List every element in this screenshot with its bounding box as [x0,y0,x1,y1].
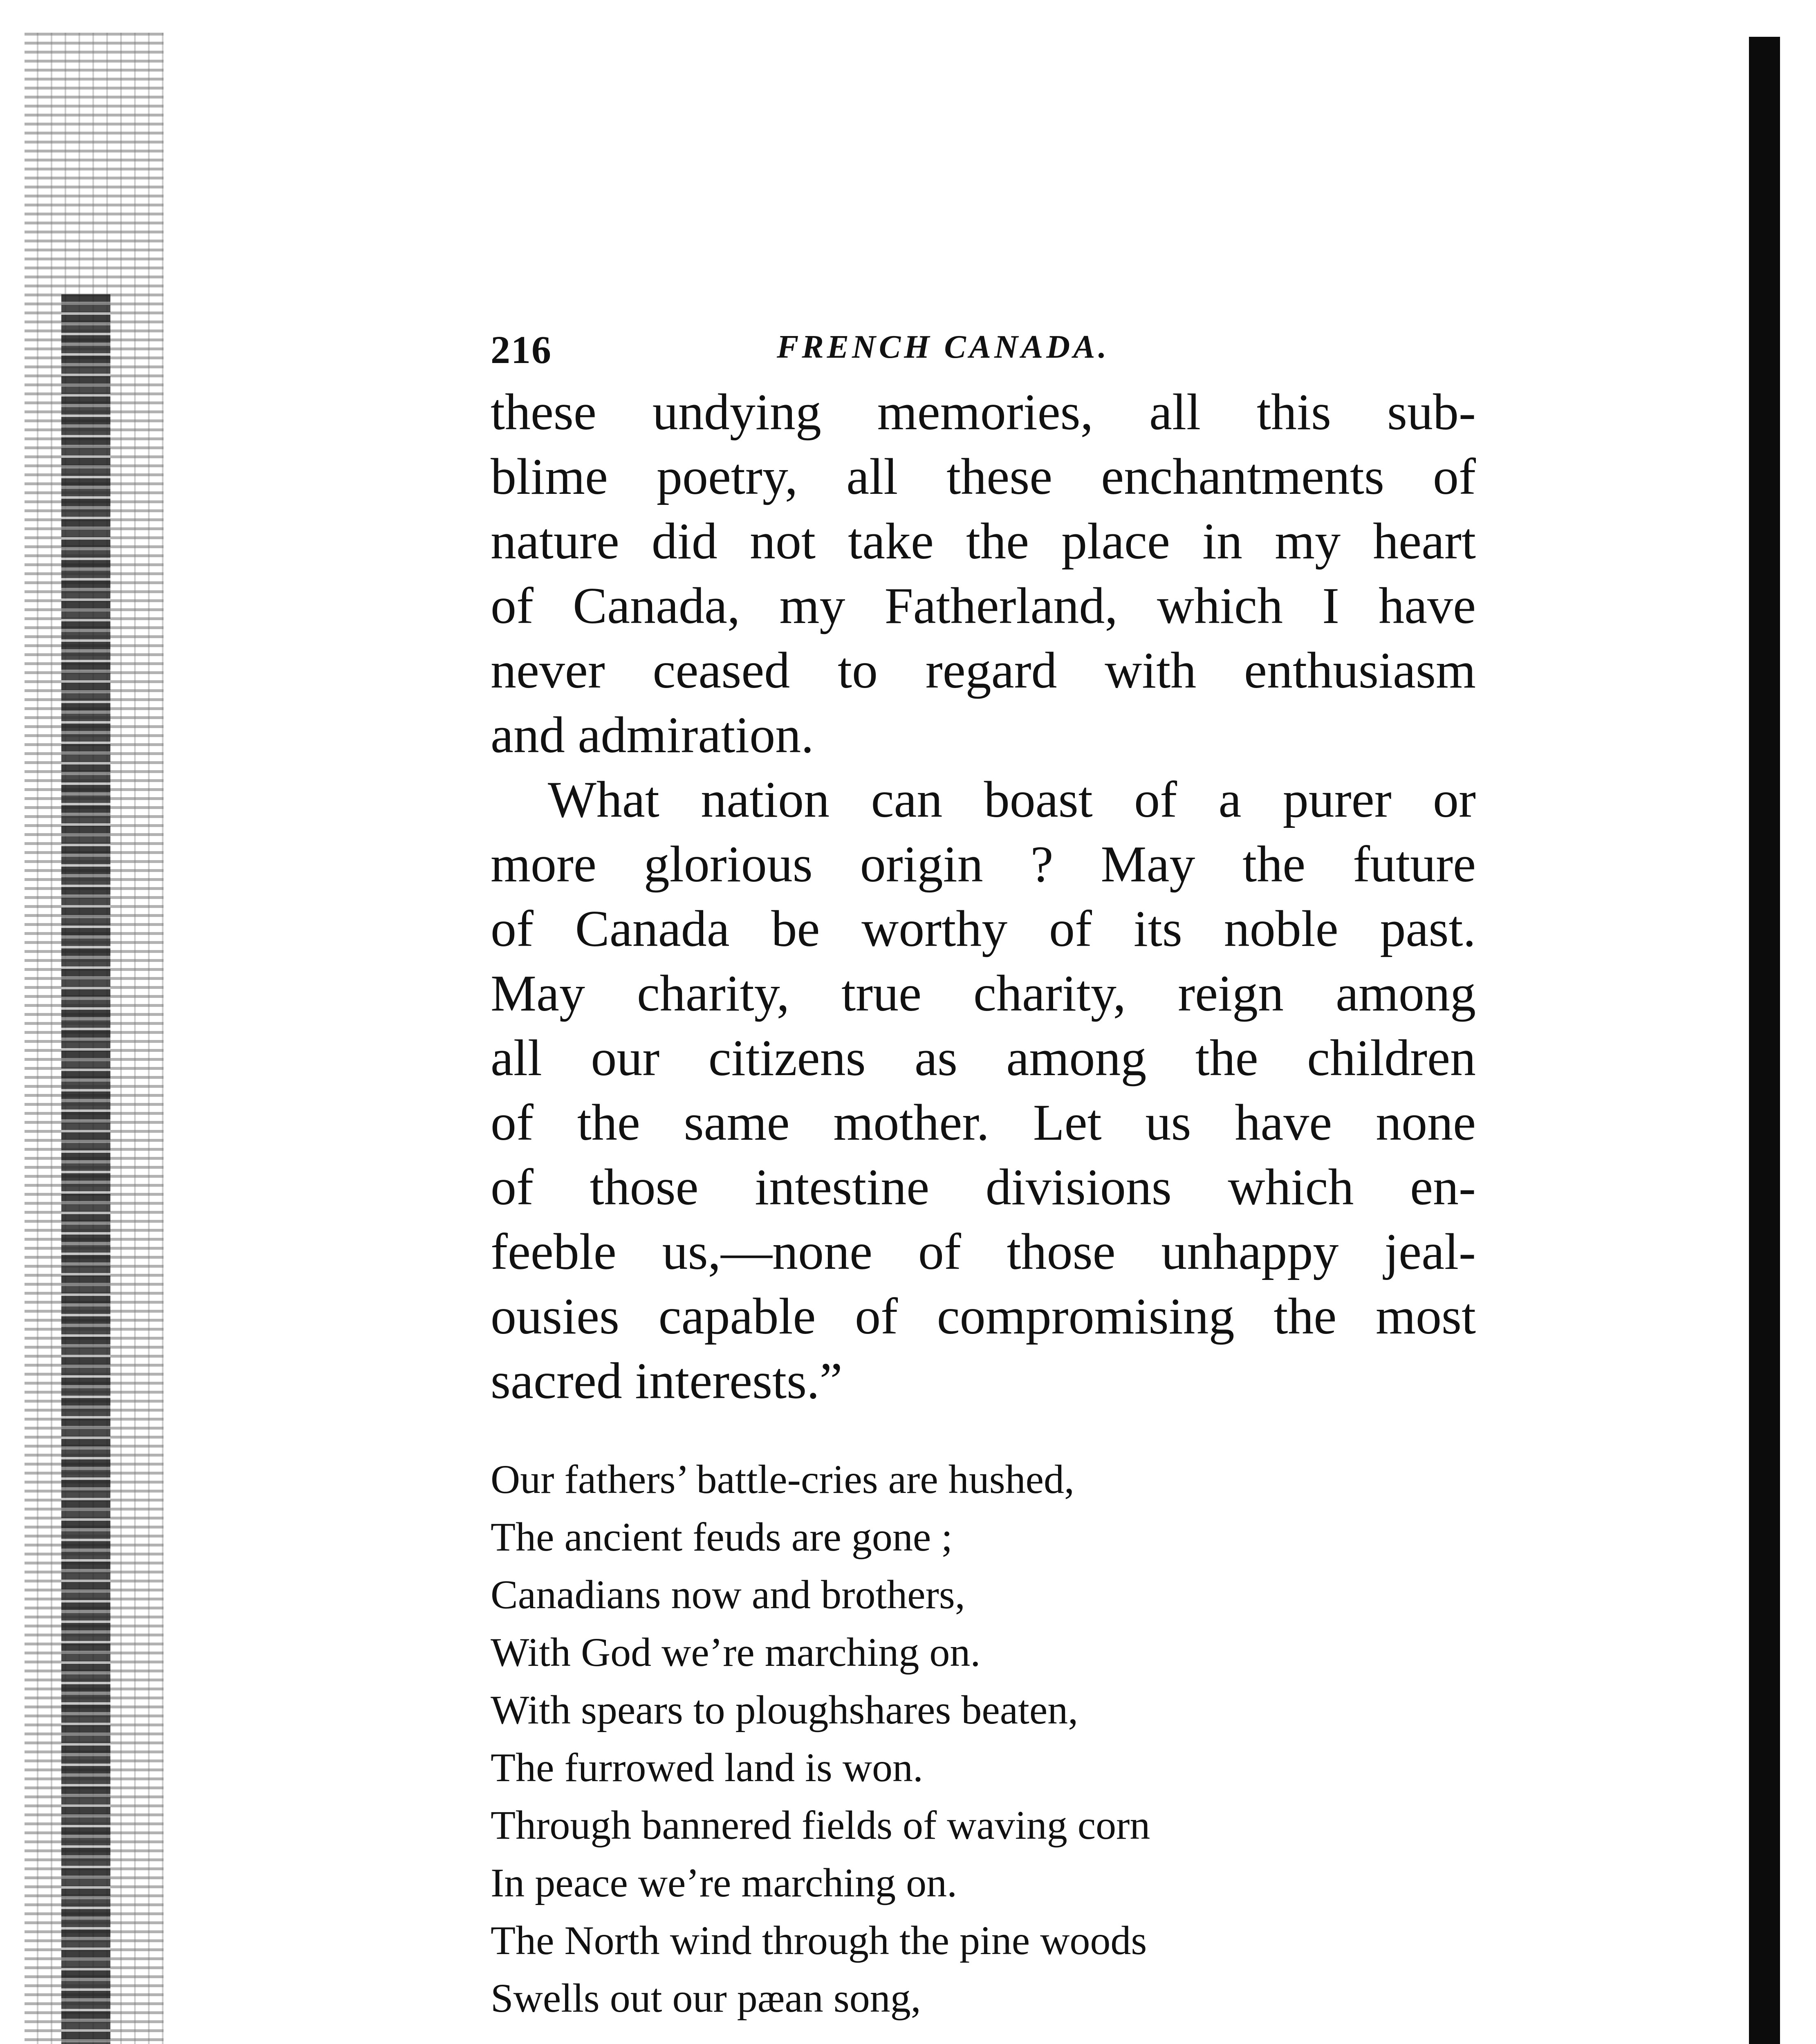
poem-line: With spears to ploughshares beaten, [491,1687,1078,1732]
paragraph-line: ousies capable of compromising the most [491,1288,1476,1345]
paragraph-1 [491,380,1476,768]
paragraph-line: of those intestine divisions which en- [491,1159,1476,1216]
paragraph-2 [491,768,1476,1414]
running-head [491,327,1476,380]
page-text [491,327,1476,2027]
poem-line: The North wind through the pine woods [491,1918,1147,1963]
paragraph-line: What nation can boast of a purer or [548,771,1476,828]
paragraph-line: of Canada, my Fatherland, which I have [491,578,1476,634]
running-title: FRENCH CANADA. [777,329,1110,365]
paragraph-line: blime poetry, all these enchantments of [491,448,1476,505]
poem-line: With God we’re marching on. [491,1629,981,1675]
paragraph-line: sacred interests.” [491,1353,843,1410]
paragraph-line: never ceased to regard with enthusiasm [491,642,1476,699]
prose-body [491,380,1476,1414]
scan-edge-right [1749,37,1780,2044]
paragraph-line: feeble us,—none of those unhappy jeal- [491,1224,1476,1280]
poem-line: Swells out our pæan song, [491,1975,921,2021]
poem-line: In peace we’re marching on. [491,1860,957,1905]
paragraph-line: of the same mother. Let us have none [491,1094,1476,1151]
poem-line: The ancient feuds are gone ; [491,1514,953,1560]
paragraph-line: more glorious origin ? May the future [491,836,1476,893]
poem-line: Canadians now and brothers, [491,1572,965,1617]
poem-line: Through bannered fields of waving corn [491,1802,1150,1848]
paragraph-line: and admiration. [491,707,814,764]
paragraph-line: May charity, true charity, reign among [491,965,1476,1022]
page-number: 216 [491,328,552,372]
poem-stanza [491,1450,1476,2027]
paragraph-line: these undying memories, all this sub- [491,384,1476,441]
poem-line: The furrowed land is won. [491,1745,924,1790]
scan-binding-shadow [61,294,110,2044]
paragraph-line: all our citizens as among the children [491,1030,1476,1087]
poem-line: Our fathers’ battle-cries are hushed, [491,1457,1075,1502]
paragraph-line: of Canada be worthy of its noble past. [491,901,1476,957]
paragraph-line: nature did not take the place in my heart [491,513,1476,570]
